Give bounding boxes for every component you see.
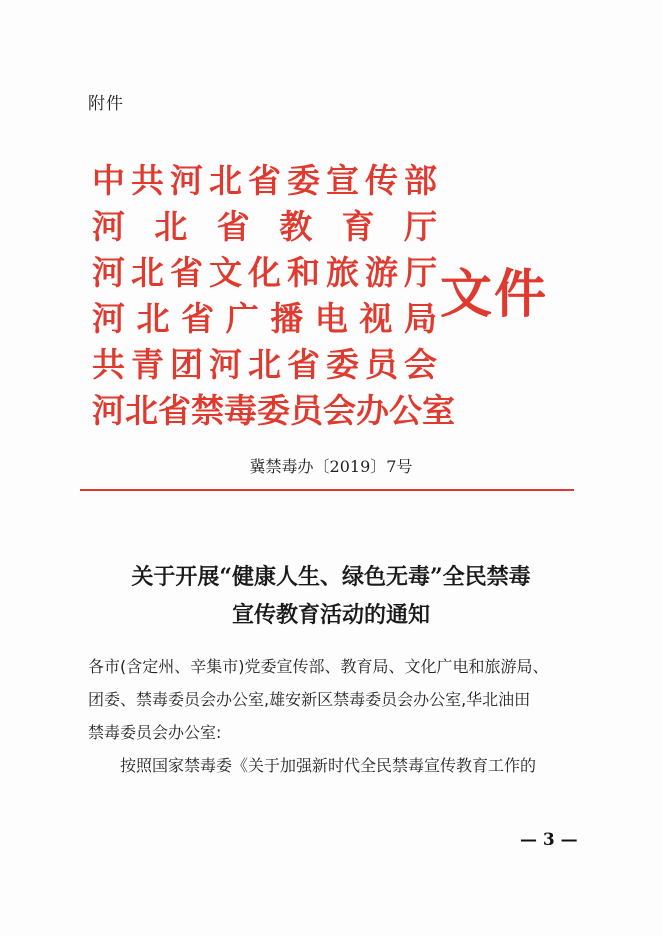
issuer-line: 河北省禁毒委员会办公室 <box>92 391 455 430</box>
issuer-line: 河北省文化和旅游厅 <box>92 253 437 292</box>
red-divider-rule <box>80 489 574 491</box>
title-line-2: 宣传教育活动的通知 <box>231 602 430 628</box>
issuer-line: 中共河北省委宣传部 <box>92 161 437 200</box>
issuer-line: 共青团河北省委员会 <box>92 345 437 384</box>
recipients-line-3: 禁毒委员会办公室: <box>88 723 222 742</box>
issuer-line: 河北省广播电视局 <box>92 299 437 338</box>
recipients-line-1: 各市(含定州、辛集市)党委宣传部、教育局、文化广电和旅游局、 <box>88 657 549 676</box>
notice-title <box>0 558 662 634</box>
page-number: — 3 — <box>520 830 578 850</box>
document-suffix: 文件 <box>440 265 549 325</box>
paragraph-first-line: 按照国家禁毒委《关于加强新时代全民禁毒宣传教育工作的 <box>120 756 537 775</box>
title-line-1: 关于开展“健康人生、绿色无毒”全民禁毒 <box>131 564 531 590</box>
attachment-label: 附件 <box>88 94 124 114</box>
document-number: 冀禁毒办〔2019〕7号 <box>249 457 413 476</box>
issuing-agencies <box>92 158 455 434</box>
notice-body <box>88 650 578 782</box>
issuer-line: 河北省教育厅 <box>92 207 437 246</box>
recipients-line-2: 团委、禁毒委员会办公室,雄安新区禁毒委员会办公室,华北油田 <box>88 690 531 709</box>
